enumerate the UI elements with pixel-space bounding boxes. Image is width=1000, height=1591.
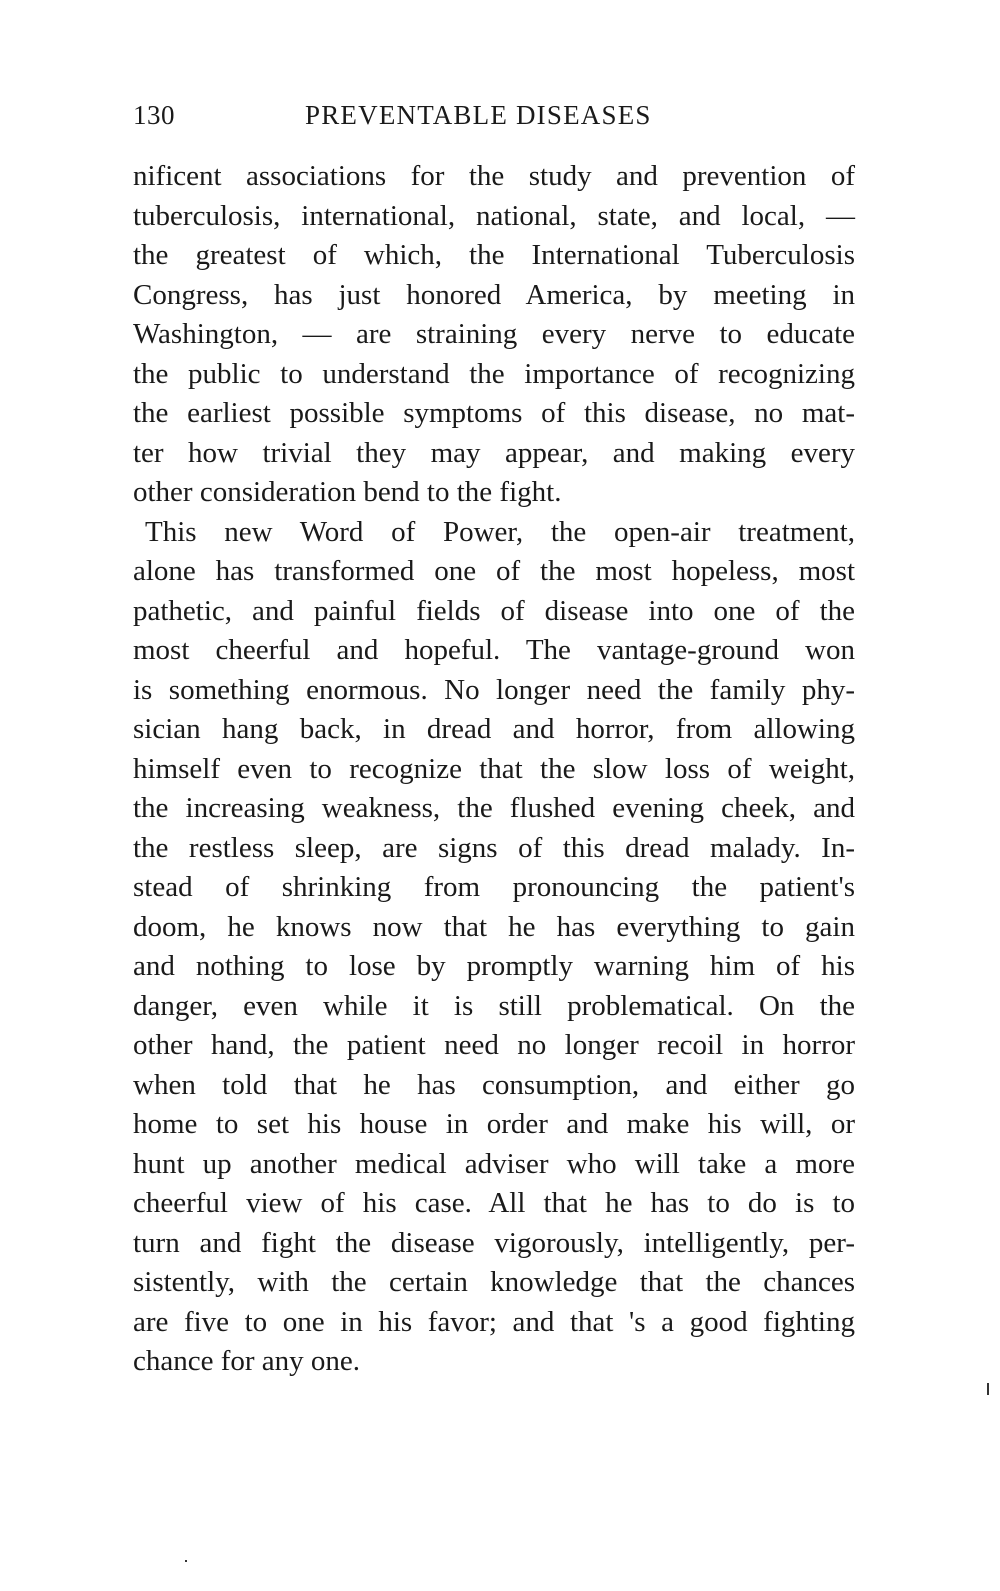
text-line: is something enormous. No longer need the family phy- — [133, 673, 855, 706]
text-line: stead of shrinking from pronouncing the patient's — [133, 871, 855, 903]
paragraph — [133, 157, 855, 513]
text-line: most cheerful and hopeful. The vantage-ground won — [133, 634, 855, 666]
text-line: sician hang back, in dread and horror, from allowing — [133, 713, 855, 745]
page-body — [133, 157, 855, 1382]
scan-speck — [185, 1560, 187, 1562]
text-line: when told that he has consumption, and either go — [133, 1068, 855, 1101]
text-line: nificent associations for the study and prevention of — [133, 160, 855, 192]
text-line: This new Word of Power, the open-air treatment, — [145, 515, 855, 548]
text-line: cheerful view of his case. All that he has to do is to — [133, 1187, 855, 1219]
text-line: hunt up another medical adviser who will take a more — [133, 1147, 855, 1180]
text-line: Washington, — are straining every nerve to educate — [133, 318, 855, 350]
scan-mark — [987, 1383, 989, 1395]
paragraph — [133, 513, 855, 1382]
text-line: doom, he knows now that he has everything to gain — [133, 910, 855, 943]
text-line: other hand, the patient need no longer recoil in horror — [133, 1029, 855, 1061]
text-line: the public to understand the importance of recognizing — [133, 357, 855, 390]
text-line: turn and fight the disease vigorously, intelligently, per- — [133, 1226, 855, 1259]
text-line: pathetic, and painful fields of disease into one of the — [133, 594, 855, 627]
text-line: home to set his house in order and make his will, or — [133, 1108, 855, 1140]
text-line: and nothing to lose by promptly warning him of his — [133, 950, 855, 982]
text-line: alone has transformed one of the most hopeless, most — [133, 555, 855, 587]
text-line: ter how trivial they may appear, and making every — [133, 436, 855, 469]
text-line: other consideration bend to the fight. — [133, 476, 562, 508]
text-line: the earliest possible symptoms of this disease, no mat- — [133, 397, 855, 429]
page-header — [133, 100, 853, 136]
page-number: 130 — [133, 100, 175, 130]
text-line: sistently, with the certain knowledge that the chances — [133, 1266, 855, 1298]
text-line: are five to one in his favor; and that 's a good fighting — [133, 1305, 855, 1338]
text-line: himself even to recognize that the slow loss of weight, — [133, 752, 855, 785]
text-line: Congress, has just honored America, by meeting in — [133, 278, 855, 311]
text-line: the greatest of which, the International Tuberculosis — [133, 239, 855, 271]
text-line: chance for any one. — [133, 1345, 361, 1377]
running-head: PREVENTABLE DISEASES — [305, 100, 652, 130]
text-line: danger, even while it is still problematical. On the — [133, 989, 855, 1022]
text-line: tuberculosis, international, national, state, and local, — — [133, 199, 855, 232]
text-line: the increasing weakness, the flushed evening cheek, and — [133, 792, 855, 824]
text-line: the restless sleep, are signs of this dread malady. In- — [133, 831, 855, 864]
